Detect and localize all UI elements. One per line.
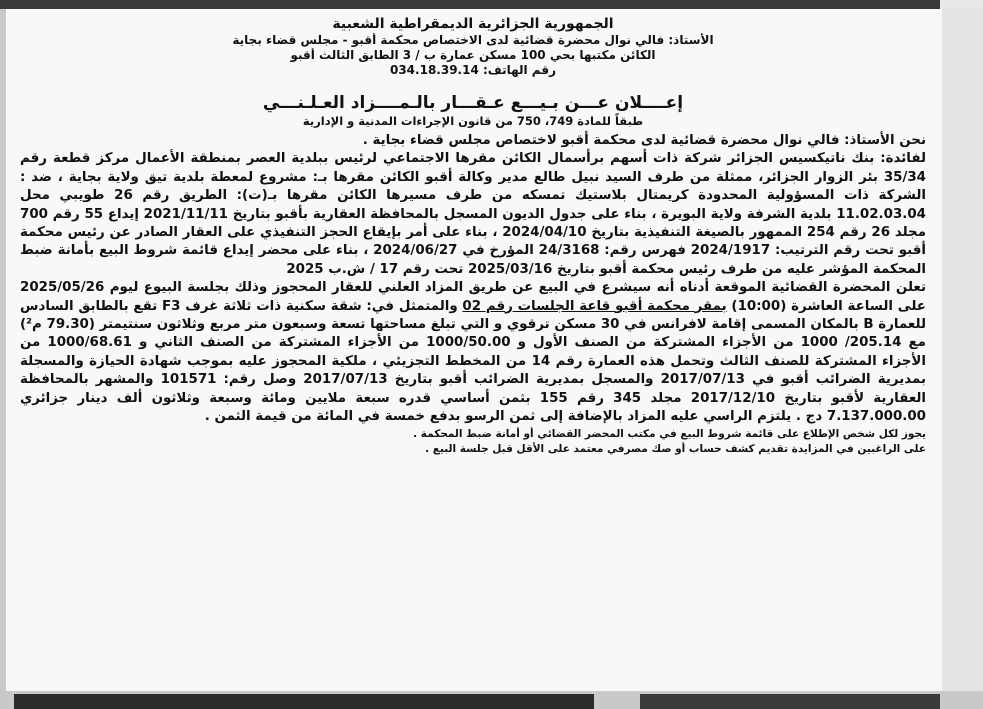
bailiff-statement: نحن الأستاذ: فالي نوال محضرة قضائية لدى محكمة أقبو لاختصاص مجلس قضاء بجاية . xyxy=(362,133,926,148)
auction-announcement: تعلن المحضرة القضائية الموقعة أدناه أنه سيشرع في البيع عن طريق المزاد العلني للعقار المحجوز وذلك بجلسة البيوع ليوم 2025/05/26 على الساعة العاشرة (10:00) بمقر محكمة أقبو قاعة الجلسات رقم 02 والمتمثل في: شقة سكنية ذات ثلاثة غرف F3 تقع بالطابق السادس للعمارة B بالمكان المسمى إقامة لافرانس في 30 مسكن ترقوي و التي تبلغ مساحتها تسعة وسبعون متر مربع وثلاثون سنتيمتر (79.30 م²) مع 205.14/ 1000 من الأجزاء المشتركة من الصنف الأول و 1000/50.00 من الأجزاء المشتركة من الصنف الثاني و 1000/68.61 من الأجزاء المشتركة للصنف الثالث وتحمل هذه العمارة رقم 14 من المخطط التجزيئي ، ملكية المحجوز عليه بموجب شهادة الحيازة والمسجلة بمديرية الضرائب أقبو في 2017/07/13 والمسجل بمديرية الضرائب أقبو بتاريخ 2017/07/13 وصل رقم: 101571 والمشهر بالمحافظة العقارية لأقبو بتاريخ 2017/12/10 مجلد 345 رقم 155 بثمن أساسي قدره سبعة ملايين ومائة وسبعة وثلاثون ألف دينار جزائري 7.137.000.00 دج . يلتزم الراسي عليه المزاد بالإضافة إلى ثمن الرسو بدفع خمسة في المائة من قيمة الثمن . xyxy=(20,280,927,425)
republic-title: الجمهورية الجزائرية الديمقراطية الشعبية xyxy=(332,16,614,32)
document-header xyxy=(20,15,926,78)
scan-top-band xyxy=(0,0,940,9)
bailiff-name: الأستاذ: فالي نوال محضرة قضائية لدى الاختصاص محكمة أقبو - مجلس قضاء بجاية xyxy=(232,33,714,47)
notice-title: إعــــلان عـــن بـيـــع عـقـــار بالـمــــزاد العـلـنـــي xyxy=(262,93,684,113)
legal-reference: طبقاً للمادة 749، 750 من قانون الإجراءات المدنية و الإدارية xyxy=(302,114,644,128)
scan-bottom-band-right xyxy=(640,694,940,709)
office-address: الكائن مكتبها بحي 100 مسكن عمارة ب / 3 الطابق الثالث أقبو xyxy=(290,48,656,62)
bidder-requirements: على الراغبين في المزايدة تقديم كشف حساب أو صك مصرفي معتمد على الأقل قبل جلسة البيع . xyxy=(425,442,926,455)
inspection-note: يجوز لكل شخص الإطلاع على قائمة شروط البيع في مكتب المحضر القضائي أو أمانة ضبط المحكمة . xyxy=(413,427,926,440)
parties-and-references: لفائدة: بنك ناتيكسيس الجزائر شركة ذات أسهم برأسمال الكائن مقرها الاجتماعي لرئيس ببلدية العصر بمنطقة الأعمال مركز قطعة رقم 35/34 بئر الزوار الجزائر، ممثلة من طرف السيد نبيل طالع مدير وكالة أقبو الكائن مقرها بـ: مشروع لمعطة بلدية تيق ولاية بجاية ، ضد : الشركة ذات المسؤولية المحدودة كريمتال بلاستيك تمسكه من طرف مسيرها الكائن مقرها بـ(ت): الطريق رقم 26 طويبي محل 11.02.03.04 بلدية الشرفة ولاية البويرة ، بناء على جدول الديون المسجل بالمحافظة العقارية بأقبو بتاريخ 2021/11/11 إيداع 55 رقم 700 مجلد 26 رقم 254 الممهور بالصيغة التنفيذية بتاريخ 2024/04/10 ، بناء على أمر بإيقاع الحجز التنفيذي على العقار الصادر عن رئيس محكمة أقبو تحت رقم الترتيب: 2024/1917 فهرس رقم: 24/3168 المؤرخ في 2024/06/27 ، بناء على محضر إيداع قائمة شروط البيع بأمانة ضبط المحكمة المؤشر عليه من طرف رئيس محكمة أقبو بتاريخ 2025/03/16 تحت رقم 17 / ش.ب 2025 xyxy=(20,151,927,277)
phone-number: رقم الهاتف: 034.18.39.14 xyxy=(389,63,556,77)
scan-bottom-band xyxy=(14,694,594,709)
legal-notice-document xyxy=(6,9,942,691)
notice-body xyxy=(20,132,926,427)
underlined-venue: بمقر محكمة أقبو قاعة الجلسات رقم 02 xyxy=(462,298,727,314)
scan-right-edge xyxy=(942,9,983,691)
